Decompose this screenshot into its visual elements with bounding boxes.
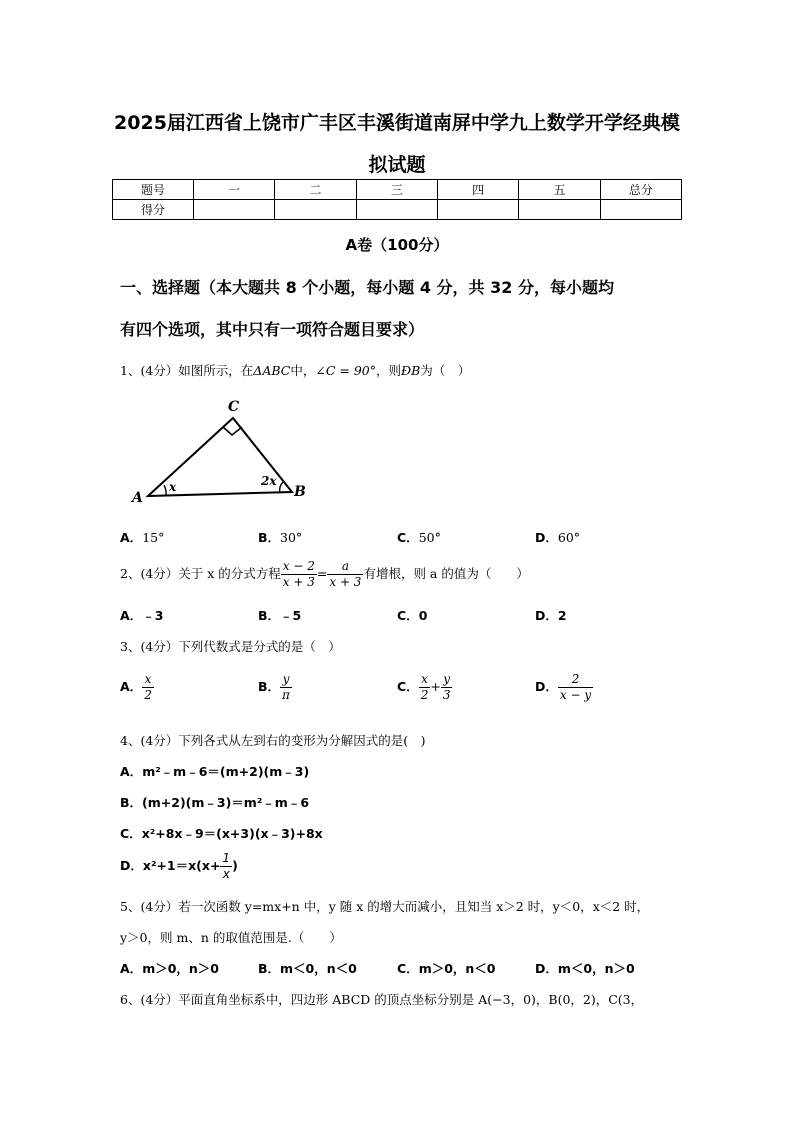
option-letter: C．: [397, 961, 419, 976]
fraction-denominator: x + 3: [282, 575, 315, 589]
option-letter: A．: [120, 608, 143, 623]
option-letter: D．: [535, 961, 558, 976]
q1-text: ，则: [375, 363, 401, 378]
q1-option-a[interactable]: [120, 528, 164, 546]
page-title: 2025届江西省上饶市广丰区丰溪街道南屏中学九上数学开学经典模: [114, 112, 680, 134]
option-letter: C．: [397, 608, 419, 623]
option-letter: D．: [120, 858, 143, 873]
q1-option-b[interactable]: [258, 528, 302, 546]
fraction-numerator: 1: [222, 851, 231, 865]
option-letter: D．: [535, 679, 558, 694]
question-6-stem: 6、(4分）平面直角坐标系中，四边形 ABCD 的顶点坐标分别是 A(−3，0)，B(0，2)，C(3，: [120, 992, 644, 1007]
plus-sign: +: [430, 679, 441, 694]
angle-a-arc: [164, 485, 166, 495]
option-text: (m+2)(m﹣3)＝m²﹣m﹣6: [142, 795, 310, 810]
q2-text: 2、(4分）关于 x 的分式方程: [120, 566, 281, 581]
option-text: 30°: [280, 530, 303, 545]
fraction-numerator: y: [280, 672, 292, 688]
q1-option-c[interactable]: [397, 528, 441, 546]
triangle-figure: [120, 392, 320, 512]
page-title-line2: 拟试题: [368, 154, 426, 176]
option-text: 50°: [418, 530, 441, 545]
option-text: m＜0，n＞0: [557, 961, 635, 976]
score-cell: [194, 200, 275, 220]
right-angle-mark: [223, 427, 242, 435]
fraction-denominator: 2: [420, 688, 429, 702]
fraction-numerator: x: [142, 672, 154, 688]
q2-equals: =: [316, 566, 328, 581]
score-table-header: 总分: [600, 180, 681, 200]
score-table-header: 五: [519, 180, 600, 200]
fraction-denominator: x + 3: [329, 575, 362, 589]
q1-target: ÐB: [401, 363, 421, 378]
option-letter: B．: [258, 679, 281, 694]
section-heading-line2: 有四个选项，其中只有一项符合题目要求）: [120, 320, 425, 339]
option-letter: D．: [535, 608, 558, 623]
score-table-row: [113, 200, 682, 220]
score-cell: [275, 200, 356, 220]
score-table-header: 一: [194, 180, 275, 200]
q5-option-c[interactable]: [397, 959, 496, 977]
option-text: 15°: [142, 530, 165, 545]
score-table-header: 题号: [113, 180, 194, 200]
q4-option-c[interactable]: [120, 824, 323, 842]
score-table-header: 二: [275, 180, 356, 200]
q2-option-c[interactable]: [397, 606, 427, 624]
option-text: 2: [557, 608, 567, 623]
option-fraction: [280, 672, 292, 703]
option-letter: A．: [120, 764, 143, 779]
q3-option-a[interactable]: [120, 672, 154, 703]
q1-text: 中，: [290, 363, 316, 378]
score-cell: [600, 200, 681, 220]
fraction-numerator: a: [327, 559, 363, 575]
q2-option-b[interactable]: [258, 606, 301, 624]
option-text: ﹣5: [280, 608, 302, 623]
q2-option-d[interactable]: [535, 606, 567, 624]
q2-fraction-left: [281, 559, 317, 590]
fraction-denominator: π: [282, 688, 290, 702]
angle-label-a: x: [169, 480, 177, 494]
score-cell: [437, 200, 518, 220]
option-letter: B．: [120, 795, 143, 810]
fraction-denominator: x − y: [559, 688, 592, 702]
option-letter: D．: [535, 530, 558, 545]
q3-option-b[interactable]: [258, 672, 292, 703]
option-letter: C．: [397, 530, 419, 545]
option-text: x²+1＝x(x+: [142, 858, 221, 873]
q3-option-c[interactable]: [397, 672, 452, 703]
score-table-header: 四: [437, 180, 518, 200]
option-text: m＜0，n＜0: [280, 961, 357, 976]
score-table-header-row: [113, 180, 682, 200]
option-text: ﹣3: [142, 608, 164, 623]
vertex-label-c: C: [228, 399, 240, 415]
question-2-stem: [120, 559, 529, 590]
fraction-numerator: 2: [558, 672, 593, 688]
q1-option-d[interactable]: [535, 528, 580, 546]
option-letter: B．: [258, 608, 281, 623]
section-heading: 一、选择题（本大题共 8 个小题，每小题 4 分，共 32 分，每小题均: [120, 278, 614, 297]
vertex-label-a: A: [132, 490, 143, 506]
option-fraction: [558, 672, 593, 703]
option-text: m²﹣m﹣6＝(m+2)(m﹣3): [142, 764, 310, 779]
q1-text: 为（ ）: [420, 363, 471, 378]
fraction-denominator: 2: [144, 688, 152, 702]
score-table-row-label: 得分: [113, 200, 194, 220]
option-fraction: [419, 672, 431, 703]
vertex-label-b: B: [294, 484, 306, 500]
q1-angle: ∠C = 90°: [315, 363, 376, 378]
volume-a-heading: A卷（100分）: [345, 236, 449, 254]
q4-option-b[interactable]: [120, 793, 309, 811]
q5-text: y＞0，则 m、n 的取值范围是.（ ）: [120, 930, 342, 945]
q5-option-b[interactable]: [258, 959, 357, 977]
question-5-stem-line2: [120, 928, 342, 946]
option-letter: A．: [120, 961, 143, 976]
score-cell: [519, 200, 600, 220]
q4-option-d[interactable]: [120, 851, 238, 882]
option-fraction: [441, 672, 453, 703]
fraction-denominator: x: [222, 867, 230, 881]
q5-text: 5、(4分）若一次函数 y=mx+n 中，y 随 x 的增大而减小，且知当 x＞2 时，y＜0，x＜2 时，: [120, 899, 650, 914]
q2-fraction-right: [327, 559, 363, 590]
score-table: [112, 179, 682, 220]
q5-option-d[interactable]: [535, 959, 635, 977]
option-fraction: [142, 672, 154, 703]
q5-option-a[interactable]: [120, 959, 219, 977]
question-4-stem: 4、(4分）下列各式从左到右的变形为分解因式的是( ): [120, 733, 426, 748]
option-letter: C．: [120, 826, 142, 841]
angle-label-b: 2x: [261, 474, 277, 488]
option-text: m＞0，n＜0: [418, 961, 496, 976]
fraction-numerator: x − 2: [282, 559, 315, 573]
option-letter: B．: [258, 961, 281, 976]
question-5-stem: [120, 897, 649, 915]
option-text: m＞0，n＞0: [142, 961, 220, 976]
score-cell: [356, 200, 437, 220]
option-fraction: [220, 851, 232, 882]
option-text: x²+8x﹣9＝(x+3)(x﹣3)+8x: [141, 826, 323, 841]
option-text: 60°: [557, 530, 581, 545]
option-text: 0: [418, 608, 428, 623]
q1-triangle: ΔABC: [253, 363, 291, 378]
q2-text: 有增根，则 a 的值为（ ）: [363, 566, 529, 581]
score-table-header: 三: [356, 180, 437, 200]
q4-option-a[interactable]: [120, 762, 309, 780]
fraction-numerator: y: [441, 672, 453, 688]
q2-option-a[interactable]: [120, 606, 163, 624]
option-letter: A．: [120, 679, 143, 694]
q3-option-d[interactable]: [535, 672, 593, 703]
option-text: ): [232, 858, 238, 873]
q1-text: 1、(4分）如图所示，在: [120, 363, 254, 378]
question-1-stem: [120, 361, 470, 379]
option-letter: A．: [120, 530, 143, 545]
fraction-numerator: x: [419, 672, 431, 688]
option-letter: B．: [258, 530, 281, 545]
fraction-denominator: 3: [442, 688, 451, 702]
question-3-stem: 3、(4分）下列代数式是分式的是（ ）: [120, 639, 341, 654]
option-letter: C．: [397, 679, 419, 694]
